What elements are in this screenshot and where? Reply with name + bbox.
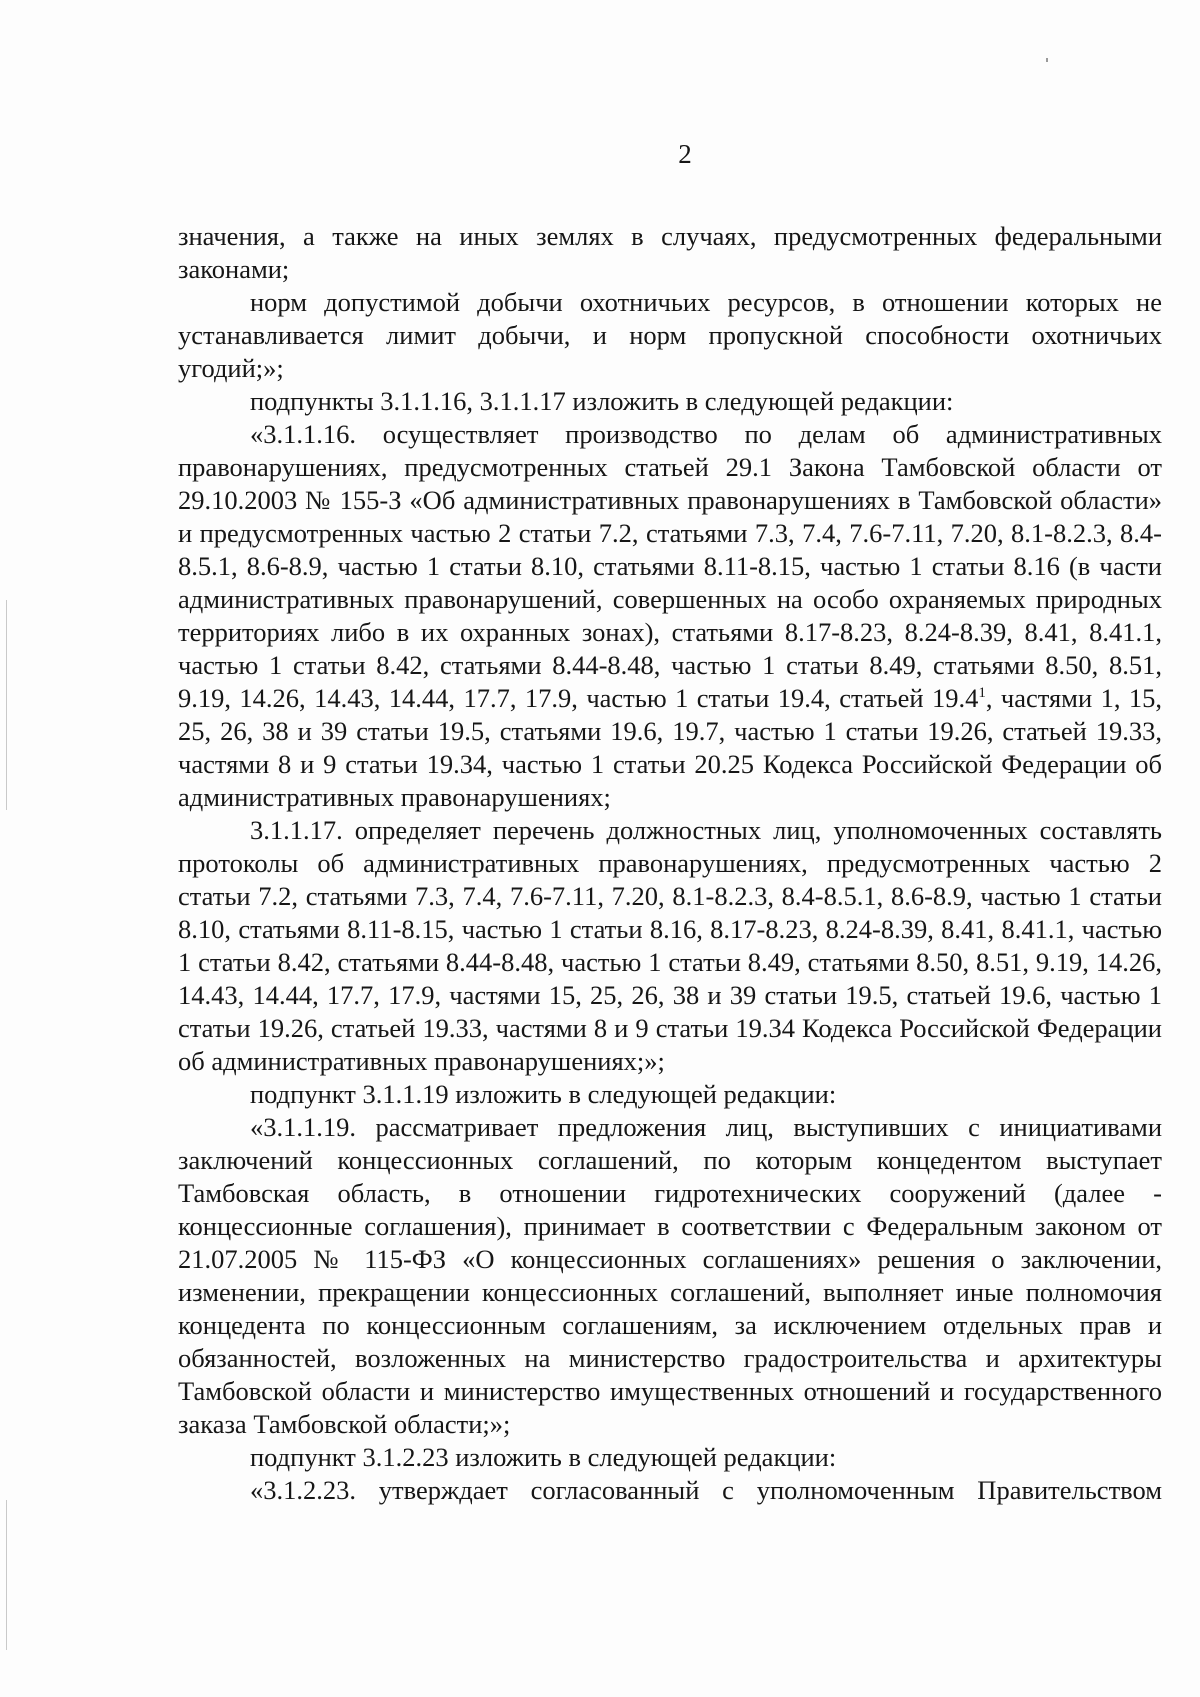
paragraph: норм допустимой добычи охотничьих ресурсов, в отношении которых не устанавливается лимит добычи, и норм пропускной способности охотничьих угодий;»;	[178, 287, 1162, 383]
paragraph-text: «3.1.1.16. осуществляет производство по делам об административных правонарушениях, предусмотренных статьей 29.1 Закона Тамбовской области от 29.10.2003 № 155-З «Об административных правонарушениях в Тамбовской области» и предусмотренных частью 2 статьи 7.2, статьями 7.3, 7.4, 7.6-7.11, 7.20, 8.1-8.2.3, 8.4-8.5.1, 8.6-8.9, частью 1 статьи 8.10, статьями 8.11-8.15, частью 1 статьи 8.16 (в части административных правонарушений, совершенных на особо охраняемых природных территориях либо в их охранных зонах), статьями 8.17-8.23, 8.24-8.39, 8.41, 8.41.1, частью 1 статьи 8.42, статьями 8.44-8.48, частью 1 статьи 8.49, статьями 8.50, 8.51, 9.19, 14.26, 14.43, 14.44, 17.7, 17.9, частью 1 статьи 19.4, статьей 19.4	[178, 419, 1162, 713]
paragraph-text: , частями 1, 15, 25, 26, 38 и 39 статьи 19.5, статьями 19.6, 19.7, частью 1 статьи 19.26, статьей 19.33, частями 8 и 9 статьи 19.34, частью 1 статьи 20.25 Кодекса Российской Федерации об административных правонарушениях;	[178, 683, 1162, 812]
paragraph: подпункт 3.1.2.23 изложить в следующей редакции:	[250, 1442, 837, 1472]
scan-speck	[1046, 58, 1048, 62]
page-number: 2	[678, 139, 692, 169]
paragraph-3-1-2-23: «3.1.2.23. утверждает согласованный с уполномоченным Правительством	[250, 1475, 1162, 1505]
margin-scan-line	[6, 1500, 7, 1650]
paragraph: значения, а также на иных землях в случаях, предусмотренных федеральными законами;	[178, 221, 1162, 284]
paragraph-3-1-1-17: 3.1.1.17. определяет перечень должностных лиц, уполномоченных составлять протоколы об административных правонарушениях, предусмотренных частью 2 статьи 7.2, статьями 7.3, 7.4, 7.6-7.11, 7.20, 8.1-8.2.3, 8.4-8.5.1, 8.6-8.9, частью 1 статьи 8.10, статьями 8.11-8.15, частью 1 статьи 8.16, 8.17-8.23, 8.24-8.39, 8.41, 8.41.1, частью 1 статьи 8.42, статьями 8.44-8.48, частью 1 статьи 8.49, статьями 8.50, 8.51, 9.19, 14.26, 14.43, 14.44, 17.7, 17.9, частями 15, 25, 26, 38 и 39 статьи 19.5, статьей 19.6, частью 1 статьи 19.26, статьей 19.33, частями 8 и 9 статьи 19.34 Кодекса Российской Федерации об административных правонарушениях;»;	[178, 815, 1162, 1076]
margin-scan-line	[6, 600, 7, 810]
document-body	[178, 220, 1162, 1507]
superscript: 1	[978, 685, 986, 701]
paragraph-3-1-1-16	[178, 418, 1162, 814]
paragraph: подпункт 3.1.1.19 изложить в следующей редакции:	[250, 1079, 837, 1109]
paragraph-3-1-1-19: «3.1.1.19. рассматривает предложения лиц, выступивших с инициативами заключений концессионных соглашений, по которым концедентом выступает Тамбовская область, в отношении гидротехнических сооружений (далее - концессионные соглашения), принимает в соответствии с Федеральным законом от 21.07.2005 № 115-ФЗ «О концессионных соглашениях» решения о заключении, изменении, прекращении концессионных соглашений, выполняет иные полномочия концедента по концессионным соглашениям, за исключением отдельных прав и обязанностей, возложенных на министерство градостроительства и архитектуры Тамбовской области и министерство имущественных отношений и государственного заказа Тамбовской области;»;	[178, 1112, 1162, 1439]
paragraph: подпункты 3.1.1.16, 3.1.1.17 изложить в следующей редакции:	[250, 386, 954, 416]
